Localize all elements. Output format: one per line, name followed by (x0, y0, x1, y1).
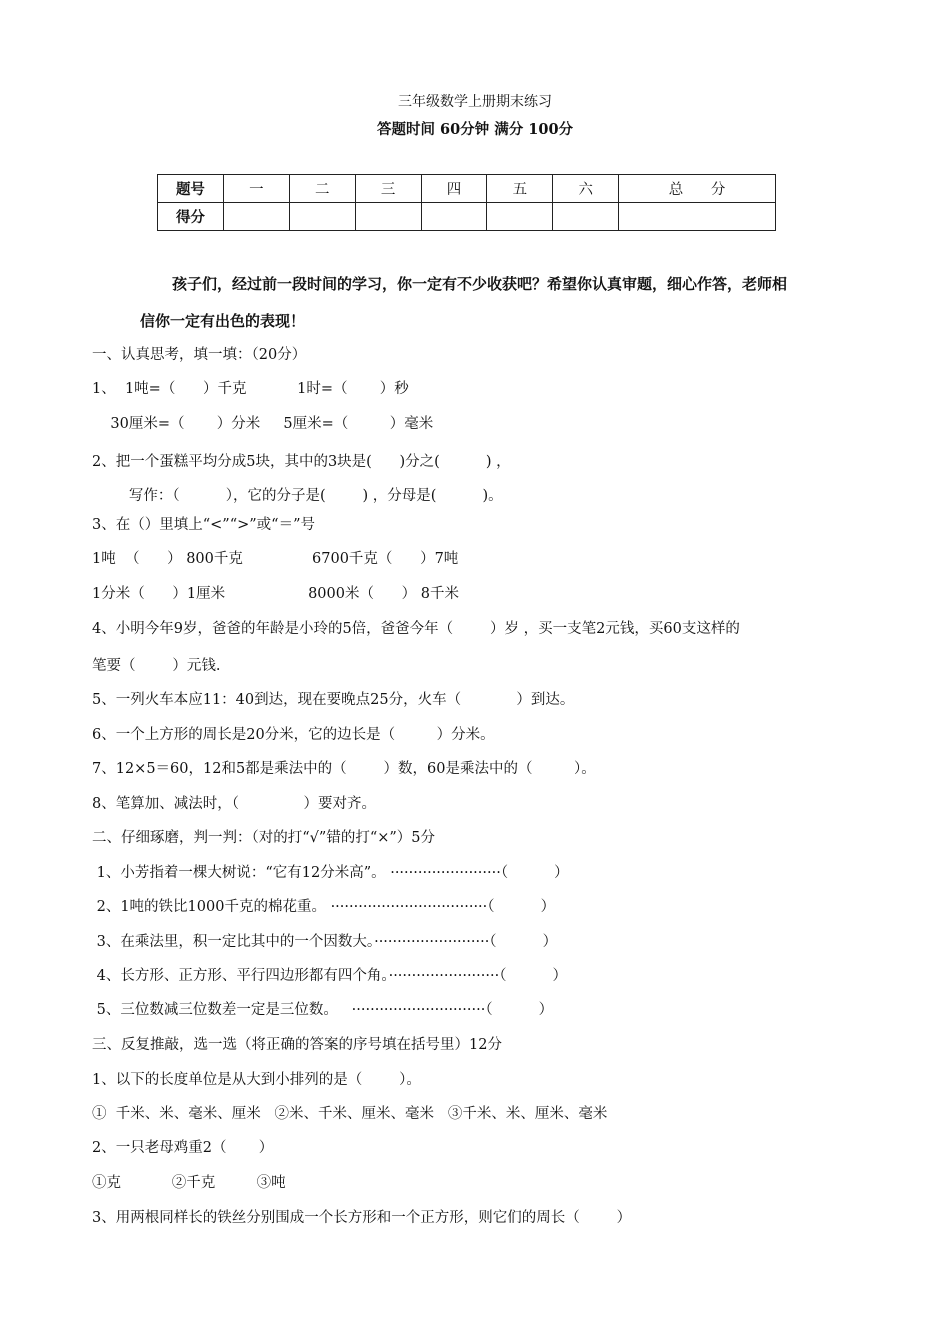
question-line: 2、把一个蛋糕平均分成5块，其中的3块是( )分之( ) ， (92, 454, 511, 470)
page-title: 三年级数学上册期末练习 (398, 94, 552, 110)
score-header-cell: 五 (487, 175, 553, 203)
score-cell[interactable] (553, 203, 619, 231)
question-line: 笔要（ ）元钱. (92, 658, 221, 674)
score-row-label: 得分 (158, 203, 224, 231)
question-line: 3、在（）里填上“<”“>”或“＝”号 (92, 517, 316, 533)
score-cell[interactable] (421, 203, 487, 231)
section-2-heading: 二、仔细琢磨，判一判：（对的打“√”错的打“×”）5分 (92, 830, 436, 846)
section-1-heading: 一、认真思考，填一填：（20分） (92, 347, 307, 363)
choice-question: 1、以下的长度单位是从大到小排列的是（ ）。 (92, 1072, 421, 1088)
choice-question: 3、用两根同样长的铁丝分别围成一个长方形和一个正方形，则它们的周长（ ） (92, 1210, 632, 1226)
question-line: 5、一列火车本应11：40到达，现在要晚点25分，火车（ ）到达。 (92, 692, 575, 708)
score-header-cell: 二 (289, 175, 355, 203)
choice-options: ① 千米、米、毫米、厘米 ②米、千米、厘米、毫米 ③千米、米、厘米、毫米 (92, 1106, 608, 1122)
score-table (157, 174, 776, 231)
judge-question: 5、三位数减三位数差一定是三位数。 ·····························（ ） (92, 1002, 554, 1018)
score-table-header-row (158, 175, 776, 203)
judge-question: 3、在乘法里，积一定比其中的一个因数大。·························（ ） (92, 934, 558, 950)
intro-line-1: 孩子们，经过前一段时间的学习，你一定有不少收获吧？希望你认真审题，细心作答，老师相 (172, 275, 788, 293)
score-cell[interactable] (487, 203, 553, 231)
score-header-cell: 题号 (158, 175, 224, 203)
question-line: 30厘米=（ ）分米 5厘米=（ ）毫米 (92, 416, 434, 432)
score-cell[interactable] (619, 203, 776, 231)
question-line: 1、 1吨=（ ）千克 1时=（ ）秒 (92, 381, 409, 397)
judge-question: 4、长方形、正方形、平行四边形都有四个角。························（ ） (92, 968, 568, 984)
judge-question: 2、1吨的铁比1000千克的棉花重。 ··································（ ） (92, 899, 556, 915)
score-cell[interactable] (289, 203, 355, 231)
score-cell[interactable] (223, 203, 289, 231)
section-3-heading: 三、反复推敲，选一选（将正确的答案的序号填在括号里）12分 (92, 1037, 502, 1053)
score-header-cell: 总 分 (619, 175, 776, 203)
intro-line-2: 信你一定有出色的表现！ (140, 312, 306, 330)
score-cell[interactable] (355, 203, 421, 231)
question-line: 写作：（ ），它的分子是( ) ，分母是( )。 (92, 488, 503, 504)
score-header-cell: 三 (355, 175, 421, 203)
question-line: 4、小明今年9岁，爸爸的年龄是小玲的5倍，爸爸今年（ ）岁 ，买一支笔2元钱，买60支这样的 (92, 621, 740, 637)
score-header-cell: 一 (223, 175, 289, 203)
question-line: 1分米（ ）1厘米 8000米（ ） 8千米 (92, 586, 459, 602)
question-line: 6、一个上方形的周长是20分米，它的边长是（ ）分米。 (92, 727, 495, 743)
score-table-score-row (158, 203, 776, 231)
choice-options: ①克 ②千克 ③吨 (92, 1175, 286, 1191)
score-header-cell: 四 (421, 175, 487, 203)
choice-question: 2、一只老母鸡重2（ ） (92, 1140, 274, 1156)
judge-question: 1、小芳指着一棵大树说：“它有12分米高”。 ························（ ） (92, 865, 569, 881)
exam-info: 答题时间 60分钟 满分 100分 (376, 121, 574, 138)
score-header-cell: 六 (553, 175, 619, 203)
question-line: 8、笔算加、减法时，（ ）要对齐。 (92, 796, 377, 812)
question-line: 1吨 （ ） 800千克 6700千克（ ）7吨 (92, 551, 459, 567)
question-line: 7、12×5＝60，12和5都是乘法中的（ ）数，60是乘法中的（ ）。 (92, 761, 596, 777)
